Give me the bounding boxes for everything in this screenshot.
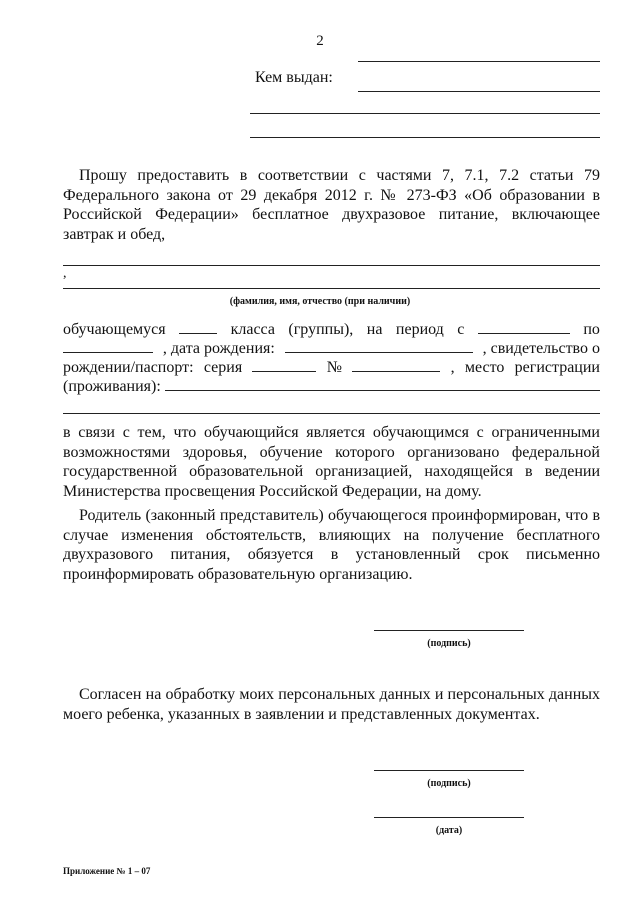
request-paragraph: Прошу предоставить в соответствии с частями 7, 7.1, 7.2 статьи 79 Федерального закона от 29 декабря 2012 г. № 273-ФЗ «Об образовании в Российской Федерации» бесплатное двухразовое питание, включающее завтрак и обед, [63, 167, 600, 243]
period-to-field[interactable] [63, 338, 153, 353]
signature-label-1: (подпись) [427, 638, 471, 649]
name-mark: , [63, 266, 67, 281]
student-row-4 [63, 376, 600, 397]
student-row-1 [63, 319, 600, 340]
signature-line-1[interactable] [374, 630, 524, 631]
residence-line-2[interactable] [63, 413, 600, 414]
date-label: (дата) [435, 825, 463, 836]
on-label: на [366, 321, 383, 338]
period-label: период [395, 321, 444, 338]
residence-label: (проживания): [63, 378, 161, 395]
class-label: класса [230, 321, 275, 338]
series-label: серия [203, 359, 243, 376]
issued-by-line-2[interactable] [358, 91, 600, 92]
place-comma: , [450, 359, 455, 376]
series-field[interactable] [252, 357, 316, 372]
name-line-1[interactable] [63, 265, 600, 266]
group-label: (группы), [288, 321, 354, 338]
student-row-2 [63, 338, 600, 359]
issued-by-label: Кем выдан: [255, 69, 333, 86]
page-number: 2 [316, 33, 324, 49]
from-label: с [457, 321, 465, 338]
reason-paragraph: в связи с тем, что обучающийся является обучающимся с ограниченными возможностями здоровья, обучение которого организовано федеральной государственной образовательной организацией, находящейся в ведении Министерства просвещения Российской Федерации, на дому. [63, 424, 600, 500]
name-line-2[interactable] [63, 288, 600, 289]
certificate-label: , свидетельство о [482, 340, 600, 357]
parent-paragraph: Родитель (законный представитель) обучающегося проинформирован, что в случае изменения обстоятельств, влияющих на получение бесплатного двухразового питания, обязуется в установленный срок письменно проинформировать образовательную организацию. [63, 507, 600, 583]
to-label: по [583, 321, 600, 338]
name-caption: (фамилия, имя, отчество (при наличии) [229, 296, 411, 307]
place-word: место [464, 359, 505, 376]
signature-line-2[interactable] [374, 770, 524, 771]
residence-field[interactable] [165, 376, 600, 391]
registration-word: регистрации [514, 359, 600, 376]
birth-date-label: , дата рождения: [162, 340, 275, 357]
birth-word: рождении/паспорт: [63, 359, 194, 376]
date-line[interactable] [374, 817, 524, 818]
issued-by-line-3[interactable] [250, 113, 600, 114]
birth-date-field[interactable] [285, 338, 473, 353]
signature-label-2: (подпись) [427, 778, 471, 789]
issued-by-line-4[interactable] [250, 137, 600, 138]
number-field[interactable] [352, 357, 440, 372]
footer-note: Приложение № 1 – 07 [63, 866, 151, 876]
student-row-3 [63, 357, 600, 378]
number-label: № [326, 359, 343, 376]
class-field[interactable] [179, 319, 217, 334]
issued-by-line-1[interactable] [358, 61, 600, 62]
period-from-field[interactable] [478, 319, 570, 334]
student-label: обучающемуся [63, 321, 166, 338]
consent-paragraph: Согласен на обработку моих персональных данных и персональных данных моего ребенка, указанных в заявлении и представленных документах. [63, 686, 600, 723]
